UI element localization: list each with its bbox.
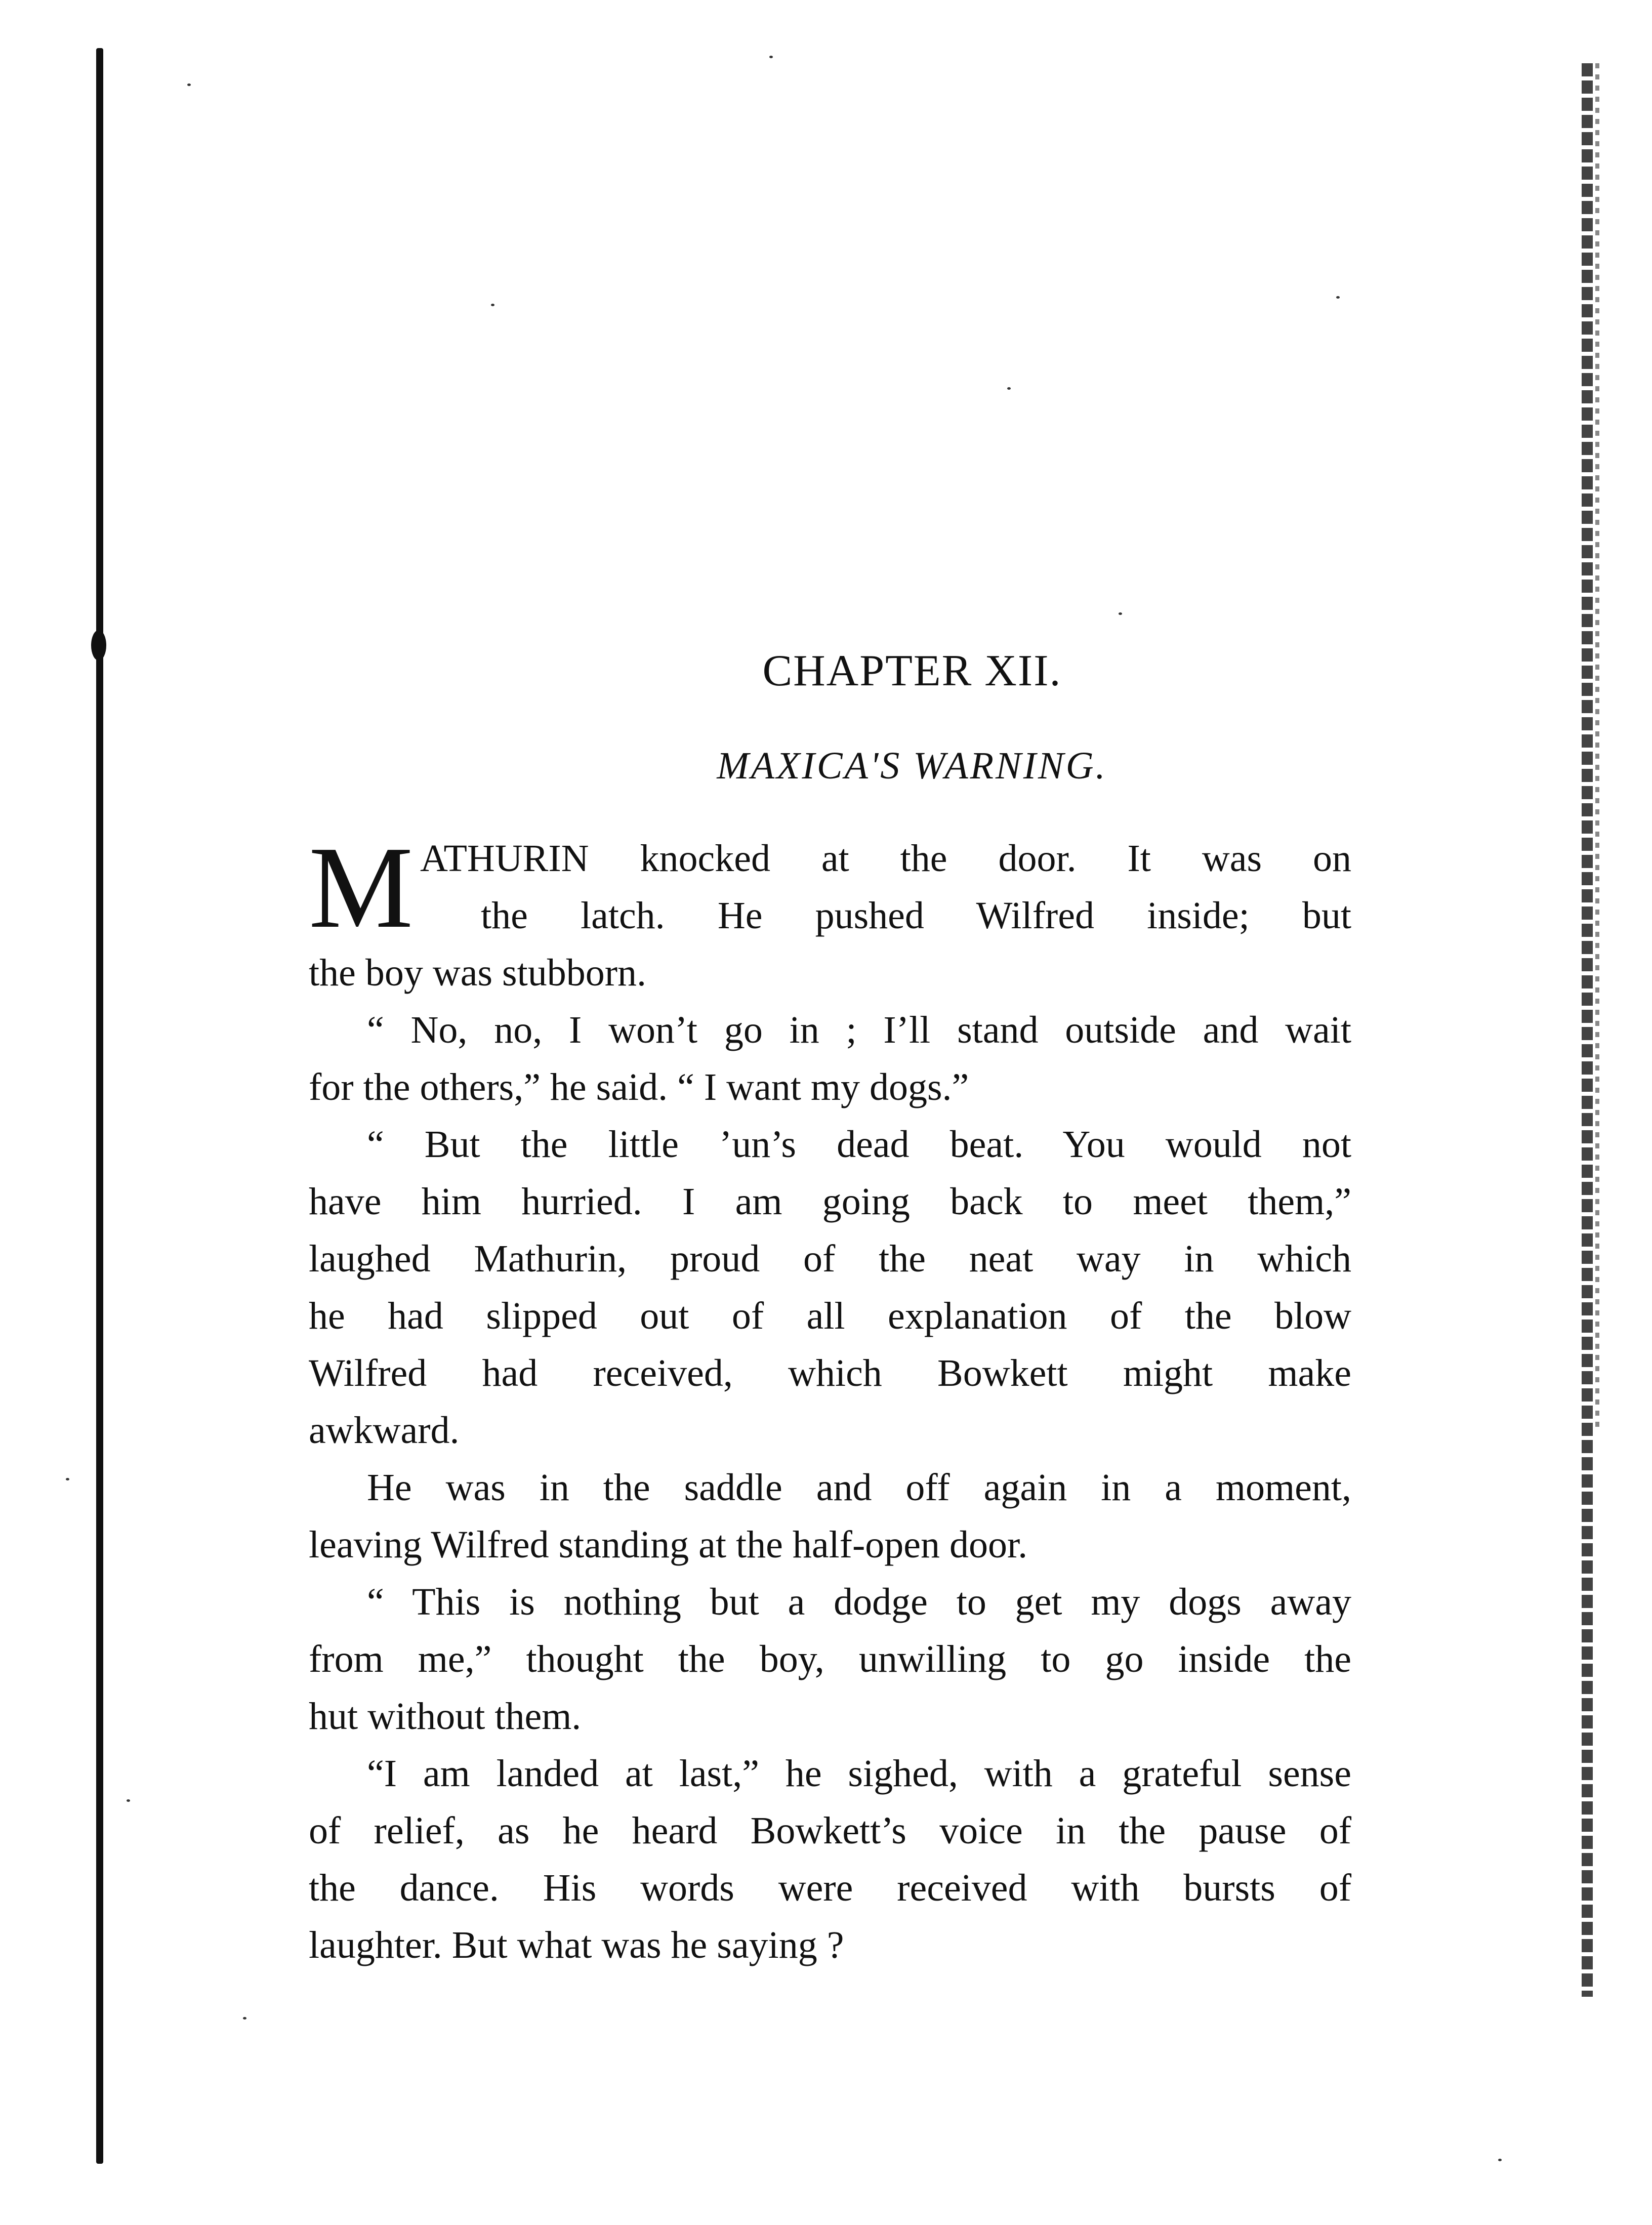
text-line: laughed Mathurin, proud of the neat way in which — [309, 1238, 1351, 1280]
text-line: the latch. He pushed Wilfred inside; but — [481, 894, 1351, 937]
text-line: He was in the saddle and off again in a moment, — [367, 1466, 1351, 1509]
text-line: Wilfred had received, which Bowkett might make — [309, 1352, 1351, 1394]
scan-speck — [1007, 387, 1011, 390]
text-line: awkward. — [309, 1409, 460, 1452]
drop-cap: M — [309, 822, 414, 953]
scan-speck — [127, 1799, 130, 1802]
scan-speck — [1119, 612, 1122, 615]
scan-speck — [187, 84, 191, 86]
text-line: for the others,” he said. “ I want my dogs.” — [309, 1066, 969, 1108]
text-line: of relief, as he heard Bowkett’s voice in the pause of — [309, 1809, 1351, 1852]
text-line: the boy was stubborn. — [309, 952, 647, 994]
text-line: have him hurried. I am going back to meet them,” — [309, 1180, 1351, 1223]
text-line: ATHURIN knocked at the door. It was on — [420, 837, 1351, 880]
chapter-body — [309, 822, 1351, 1974]
scan-speck — [1498, 2159, 1502, 2161]
text-line: from me,” thought the boy, unwilling to go inside the — [309, 1638, 1351, 1680]
text-line: “ This is nothing but a dodge to get my dogs away — [367, 1581, 1351, 1623]
opening-paragraph — [309, 822, 1351, 953]
scan-speck — [1336, 296, 1340, 299]
text-line: hut without them. — [309, 1695, 582, 1738]
text-line: leaving Wilfred standing at the half-open door. — [309, 1523, 1028, 1566]
text-line: “I am landed at last,” he sighed, with a grateful sense — [367, 1752, 1351, 1795]
text-line: he had slipped out of all explanation of the blow — [309, 1295, 1351, 1337]
text-line: laughter. But what was he saying ? — [309, 1924, 844, 1966]
scan-speck — [66, 1478, 69, 1480]
text-line: the dance. His words were received with bursts of — [309, 1867, 1351, 1909]
scan-speck — [243, 2017, 246, 2020]
chapter-title: CHAPTER XII. — [762, 646, 1062, 695]
scan-edge-artifact — [1582, 63, 1593, 1997]
chapter-subtitle: MAXICA'S WARNING. — [717, 745, 1107, 787]
text-line: “ No, no, I won’t go in ; I’ll stand outside and wait — [367, 1009, 1351, 1051]
text-line: “ But the little ’un’s dead beat. You would not — [367, 1123, 1351, 1166]
scan-speck — [769, 56, 773, 58]
scan-speck — [491, 304, 494, 306]
binding-edge — [96, 48, 103, 2164]
